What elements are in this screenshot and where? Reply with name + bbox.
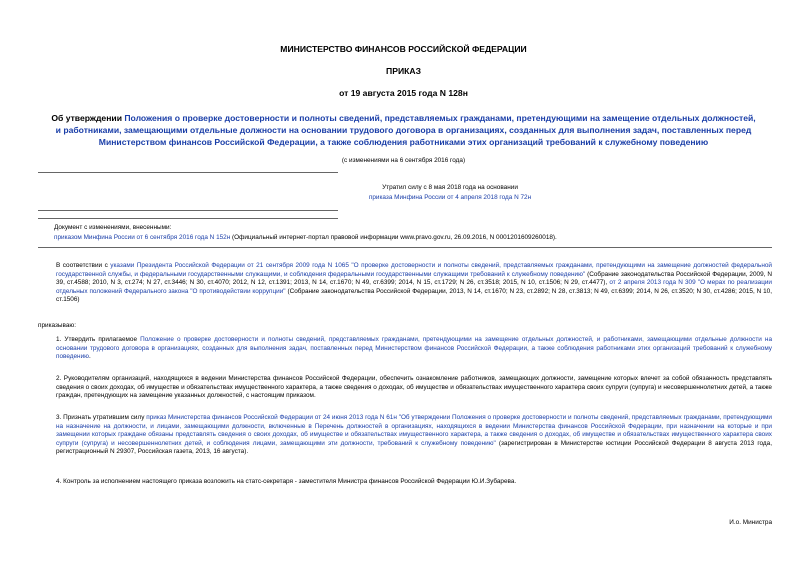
preamble-part-2: (Собрание законодательства Российской Федерации, 2009, N 39, ст.4588; 2010, N 3, ст.274; N 27, ст.3446; N 30, ст.4070; 2012, N 12, ст.1391; 2013, N 14, ст.1670; N 49, ст.6399; 2014, N 15, ст.1729; N 26, ст.3518; 2015, N 10, ст.1506; N 29, ст.4477), bbox=[56, 270, 773, 287]
item-3-part-1: 3. Признать утратившим силу bbox=[56, 414, 147, 421]
divider bbox=[38, 218, 338, 219]
changes-rest: (Официальный интернет-портал правовой информации www.pravo.gov.ru, 26.09.2016, N 0001201609260018). bbox=[230, 234, 557, 241]
title-regulation-link[interactable]: Положения о проверке достоверности и полноты сведений, представляемых гражданами, претендующими на замещение отдельных должностей, bbox=[124, 113, 756, 123]
title-prefix: Об утверждении bbox=[51, 113, 125, 123]
item-3-paragraph bbox=[38, 414, 772, 457]
title-line-3[interactable]: Министерством финансов Российской Федерации, а также соблюдения работниками этих организаций требований к служебному поведению bbox=[98, 137, 709, 147]
preamble-part-1: В соответствии с bbox=[56, 262, 111, 269]
lost-force-text: Утратил силу с 8 мая 2018 года на основании bbox=[382, 184, 518, 191]
document-title bbox=[30, 112, 777, 148]
item-3-part-2: (зарегистрирован в Министерстве юстиции Российской Федерации 8 августа 2013 года, регистрационный N 29307, Российская газета, 2013, 16 августа). bbox=[56, 439, 772, 456]
preamble-paragraph bbox=[38, 262, 772, 305]
lost-force-link[interactable]: приказа Минфина России от 4 апреля 2018 года N 72н bbox=[368, 194, 532, 201]
item-1-part-1: 1. Утвердить прилагаемое bbox=[56, 336, 141, 343]
item-4-paragraph: 4. Контроль за исполнением настоящего приказа возложить на статс-секретаря - заместителя Министра финансов Российской Федерации Ю.И.Зубарева. bbox=[56, 478, 517, 485]
preamble-decree-link-2[interactable]: от 2 апреля 2013 года N 309 "О мерах по реализации отдельных положений Федерального закона "О противодействии коррупции" bbox=[56, 279, 772, 295]
item-2-paragraph: 2. Руководителям организаций, находящихся в ведении Министерства финансов Российской Федерации, обеспечить ознакомление работников, замещающих должности, замещение которых влечет за собой обязанность представлять сведения о своих доходах, об имуществе и обязательствах имущественного характера, а также сведения о доходах, об имуществе и обязательствах имущественного характера своих супруги (супруга) и несовершеннолетних детей, а также граждан, претендующих на замещение указанных должностей, с настоящим приказом. bbox=[56, 375, 772, 400]
divider bbox=[38, 172, 338, 173]
preamble-decree-link-1[interactable]: указами Президента Российской Федерации от 21 сентября 2009 года N 1065 "О проверке достоверности и полноты сведений, представляемых гражданами, претендующими на замещение должностей федеральной государственной службы, и федеральными государственными служащими, и соблюдения федеральными государственными служащими требований к служебному поведению" bbox=[56, 262, 773, 278]
item-1-regulation-link[interactable]: Положение о проверке достоверности и полноты сведений, представляемых гражданами, претендующими на замещение отдельных должностей, и работниками, замещающими отдельные должности на основании трудового договора в организациях, созданных для выполнения задач, поставленных перед Министерством финансов Российской Федерации, а также соблюдения работниками этих организаций требований к служебному поведению bbox=[56, 336, 772, 361]
changes-link[interactable]: приказом Минфина России от 6 сентября 2016 года N 152н bbox=[54, 234, 231, 241]
changes-line bbox=[54, 234, 774, 242]
changes-label: Документ с изменениями, внесенными: bbox=[54, 224, 172, 231]
title-line-2[interactable]: и работниками, замещающими отдельные должности на основании трудового договора в организациях, созданных для выполнения задач, поставленных перед bbox=[55, 125, 752, 135]
signature-title: И.о. Министра bbox=[729, 519, 772, 526]
order-word: приказываю: bbox=[38, 322, 76, 329]
preamble-part-3: (Собрание законодательства Российской Федерации, 2013, N 14, ст.1670; N 23, ст.2892; N 28, ст.3813; N 49, ст.6399; 2014, N 26, ст.3520; N 30, ст.4286; 2015, N 10, ст.1506) bbox=[56, 287, 772, 304]
amendment-note: (с изменениями на 6 сентября 2016 года) bbox=[341, 157, 466, 164]
divider bbox=[38, 210, 338, 211]
doc-type-heading: ПРИКАЗ bbox=[386, 66, 421, 76]
divider bbox=[38, 247, 772, 248]
date-number-heading: от 19 августа 2015 года N 128н bbox=[339, 88, 468, 98]
ministry-heading: МИНИСТЕРСТВО ФИНАНСОВ РОССИЙСКОЙ ФЕДЕРАЦИИ bbox=[280, 44, 527, 54]
item-1-part-2: . bbox=[88, 353, 91, 361]
item-3-order-link[interactable]: приказ Министерства финансов Российской Федерации от 24 июня 2013 года N 61н "Об утверждении Положения о проверке достоверности и полноты сведений, представляемых гражданами, претендующими на назначение на должности, и лицами, замещающими должности, включенные в Перечень должностей в организациях, находящихся в ведении Министерства финансов Российской Федерации, при назначении на которые и при замещении которых граждане обязаны представлять сведения о своих доходах, об имуществе и обязательствах имущественного характера, а также сведения о доходах, об имуществе и обязательствах имущественного характера своих супруги (супруга) и несовершеннолетних детей, и соблюдения лицами, замещающими эти должности, требований к служебному поведению" bbox=[56, 414, 773, 447]
item-1-paragraph bbox=[38, 336, 772, 362]
